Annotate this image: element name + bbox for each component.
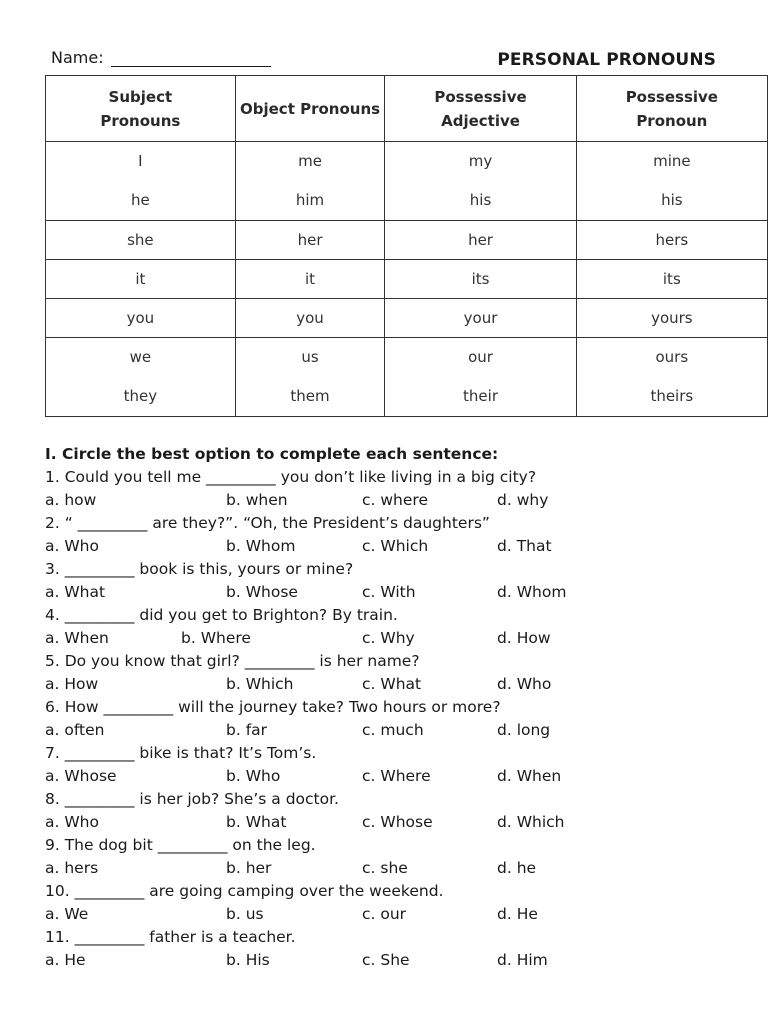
question-text: 5. Do you know that girl? _________ is her name? <box>45 652 420 670</box>
question-text: 8. _________ is her job? She’s a doctor. <box>45 790 339 808</box>
table-cell <box>235 260 385 299</box>
answer-options <box>45 489 745 512</box>
cell-text: your <box>463 309 498 327</box>
question-text: 2. “ _________ are they?”. “Oh, the President’s daughters” <box>45 514 490 532</box>
option-b[interactable]: b. us <box>226 905 264 923</box>
cell-text: he <box>130 191 150 209</box>
answer-options <box>45 857 745 880</box>
option-a[interactable]: a. We <box>45 905 89 923</box>
option-c[interactable]: c. where <box>362 491 428 509</box>
name-field <box>51 48 271 67</box>
cell-text: her <box>468 231 493 249</box>
column-header: Possessive Adjective <box>385 76 576 142</box>
answer-options <box>45 673 745 696</box>
answer-options <box>45 765 745 788</box>
cell-text: ours <box>655 348 689 366</box>
option-b[interactable]: b. Where <box>181 629 251 647</box>
cell-text: us <box>301 348 319 366</box>
table-header-row <box>46 76 768 142</box>
option-b[interactable]: b. What <box>226 813 287 831</box>
question-text: 3. _________ book is this, yours or mine? <box>45 560 354 578</box>
cell-text: it <box>135 270 146 288</box>
option-c[interactable]: c. Whose <box>362 813 433 831</box>
table-cell <box>385 338 576 417</box>
option-a[interactable]: a. hers <box>45 859 99 877</box>
table-row <box>46 221 768 260</box>
cell-text: yours <box>651 309 693 327</box>
answer-options <box>45 535 745 558</box>
cell-text: his <box>469 191 492 209</box>
option-c[interactable]: c. She <box>362 951 410 969</box>
cell-text: I <box>138 152 143 170</box>
cell-text: him <box>295 191 325 209</box>
cell-text: its <box>471 270 490 288</box>
cell-text: theirs <box>650 387 694 405</box>
option-d[interactable]: d. Him <box>497 951 548 969</box>
question-text: 10. _________ are going camping over the weekend. <box>45 882 444 900</box>
option-c[interactable]: c. With <box>362 583 416 601</box>
question-text: 1. Could you tell me _________ you don’t like living in a big city? <box>45 468 537 486</box>
cell-text: it <box>305 270 316 288</box>
table-row <box>46 260 768 299</box>
option-a[interactable]: a. how <box>45 491 97 509</box>
answer-options <box>45 949 745 972</box>
table-cell <box>576 338 767 417</box>
option-d[interactable]: d. That <box>497 537 552 555</box>
table-row <box>46 142 768 221</box>
question-text: 7. _________ bike is that? It’s Tom’s. <box>45 744 317 762</box>
option-c[interactable]: c. Which <box>362 537 429 555</box>
option-a[interactable]: a. When <box>45 629 109 647</box>
table-cell <box>46 142 236 221</box>
cell-text: them <box>290 387 330 405</box>
table-row <box>46 299 768 338</box>
option-c[interactable]: c. Where <box>362 767 431 785</box>
option-b[interactable]: b. when <box>226 491 288 509</box>
option-a[interactable]: a. What <box>45 583 106 601</box>
option-b[interactable]: b. Which <box>226 675 294 693</box>
option-b[interactable]: b. His <box>226 951 270 969</box>
option-c[interactable]: c. our <box>362 905 407 923</box>
table-cell <box>235 338 385 417</box>
table-cell <box>46 299 236 338</box>
table-cell <box>385 299 576 338</box>
table-cell <box>46 260 236 299</box>
answer-options <box>45 719 745 742</box>
option-b[interactable]: b. Whose <box>226 583 298 601</box>
cell-text: you <box>296 309 324 327</box>
cell-text: their <box>463 387 498 405</box>
table-cell <box>235 299 385 338</box>
option-a[interactable]: a. How <box>45 675 99 693</box>
cell-text: we <box>129 348 152 366</box>
cell-text: she <box>127 231 154 249</box>
table-cell <box>385 142 576 221</box>
table-cell <box>385 221 576 260</box>
option-a[interactable]: a. Whose <box>45 767 117 785</box>
table-row <box>46 338 768 417</box>
page-title: PERSONAL PRONOUNS <box>497 50 716 70</box>
option-b[interactable]: b. far <box>226 721 268 739</box>
option-d[interactable]: d. he <box>497 859 537 877</box>
exercise-title: I. Circle the best option to complete each sentence: <box>45 445 499 463</box>
option-c[interactable]: c. What <box>362 675 422 693</box>
question-text: 11. _________ father is a teacher. <box>45 928 296 946</box>
cell-text: you <box>126 309 155 327</box>
option-c[interactable]: c. Why <box>362 629 415 647</box>
question-text: 4. _________ did you get to Brighton? By train. <box>45 606 398 624</box>
option-c[interactable]: c. she <box>362 859 408 877</box>
option-a[interactable]: a. Who <box>45 813 99 831</box>
column-header: Possessive Pronoun <box>576 76 767 142</box>
table-cell <box>576 221 767 260</box>
worksheet-header <box>51 48 718 74</box>
cell-text: mine <box>653 152 691 170</box>
name-label: Name: <box>51 48 104 67</box>
table-cell <box>576 260 767 299</box>
option-d[interactable]: d. why <box>497 491 549 509</box>
answer-options <box>45 627 745 650</box>
column-header: Object Pronouns <box>235 76 385 142</box>
question-text: 6. How _________ will the journey take? Two hours or more? <box>45 698 501 716</box>
option-d[interactable]: d. He <box>497 905 538 923</box>
option-d[interactable]: d. Whom <box>497 583 567 601</box>
option-b[interactable]: b. her <box>226 859 272 877</box>
answer-options <box>45 903 745 926</box>
table-cell <box>235 142 385 221</box>
table-cell <box>385 260 576 299</box>
pronoun-table <box>45 75 768 417</box>
option-c[interactable]: c. much <box>362 721 424 739</box>
option-d[interactable]: d. long <box>497 721 551 739</box>
option-b[interactable]: b. Who <box>226 767 281 785</box>
option-d[interactable]: d. Which <box>497 813 565 831</box>
table-cell <box>235 221 385 260</box>
option-b[interactable]: b. Whom <box>226 537 296 555</box>
cell-text: hers <box>655 231 689 249</box>
table-cell <box>46 221 236 260</box>
option-a[interactable]: a. Who <box>45 537 99 555</box>
option-a[interactable]: a. He <box>45 951 86 969</box>
cell-text: her <box>297 231 323 249</box>
cell-text: our <box>468 348 493 366</box>
option-d[interactable]: d. How <box>497 629 551 647</box>
cell-text: they <box>123 387 158 405</box>
cell-text: its <box>662 270 681 288</box>
answer-options <box>45 581 745 604</box>
table-cell <box>46 338 236 417</box>
name-blank-line[interactable] <box>111 52 271 67</box>
cell-text: me <box>298 152 322 170</box>
cell-text: my <box>468 152 493 170</box>
option-a[interactable]: a. often <box>45 721 105 739</box>
column-header: Subject Pronouns <box>46 76 236 142</box>
table-cell <box>576 299 767 338</box>
option-d[interactable]: d. When <box>497 767 562 785</box>
question-text: 9. The dog bit _________ on the leg. <box>45 836 316 854</box>
cell-text: his <box>661 191 683 209</box>
option-d[interactable]: d. Who <box>497 675 552 693</box>
table-cell <box>576 142 767 221</box>
exercise-section <box>45 443 745 972</box>
answer-options <box>45 811 745 834</box>
